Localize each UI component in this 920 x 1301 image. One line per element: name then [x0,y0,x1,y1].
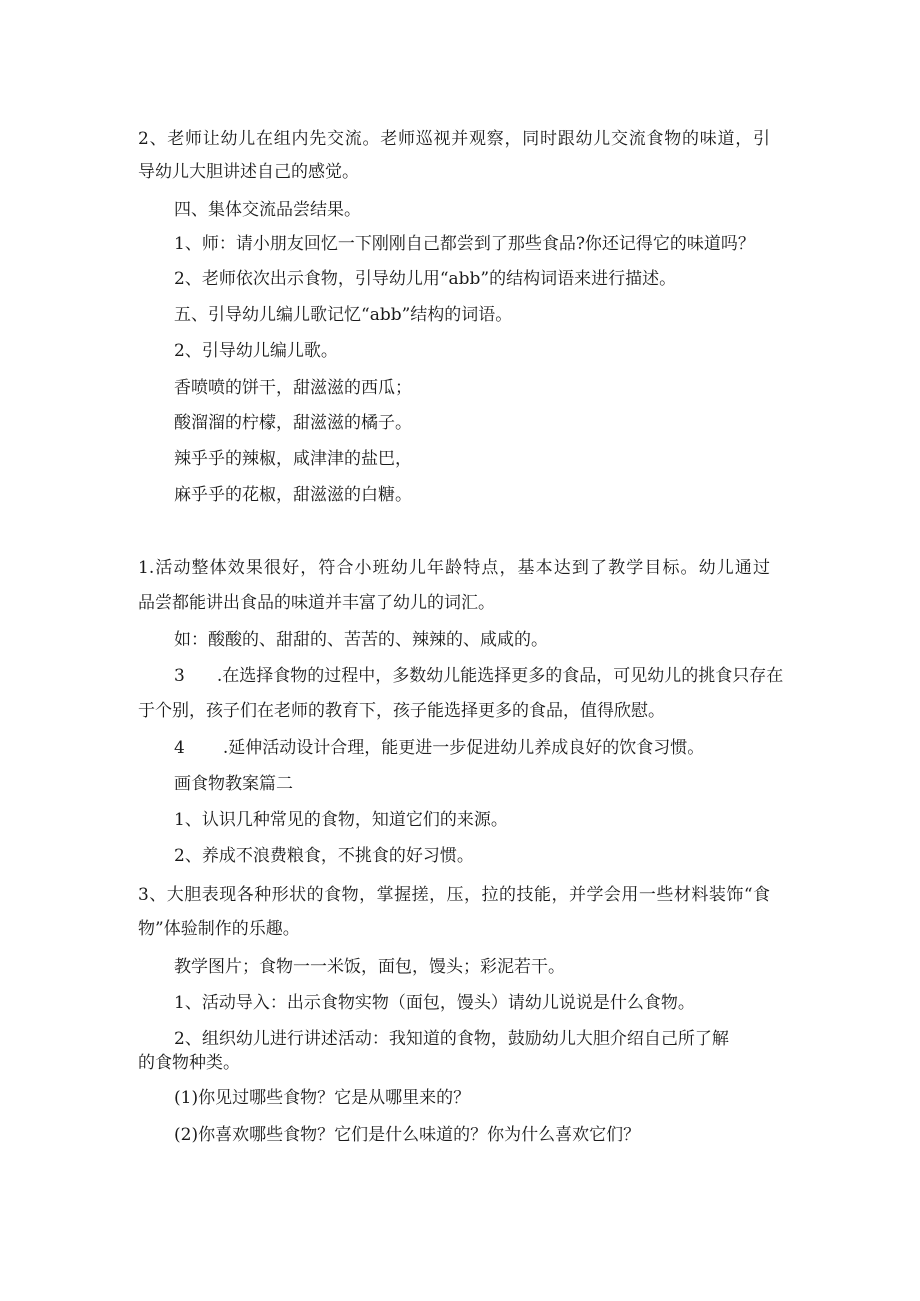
paragraph-line: 于个别，孩子们在老师的教育下，孩子能选择更多的食品，值得欣慰。 [138,701,665,721]
paragraph: 如：酸酸的、甜甜的、苦苦的、辣辣的、咸咸的。 [174,630,548,650]
paragraph-line: 1.活动整体效果很好，符合小班幼儿年龄特点，基本达到了教学目标。幼儿通过 [138,558,770,578]
paragraph: 1、师：请小朋友回忆一下刚刚自己都尝到了那些食品?你还记得它的味道吗？ [174,234,755,254]
paragraph-line: 2、老师让幼儿在组内先交流。老师巡视并观察，同时跟幼儿交流食物的味道，引 [138,129,770,149]
section-title: 画食物教案篇二 [174,774,293,794]
question: (2)你喜欢哪些食物？它们是什么味道的？你为什么喜欢它们？ [174,1125,641,1145]
paragraph-line [174,665,783,687]
list-number: 4 [174,738,185,758]
section-heading: 四、集体交流品尝结果。 [174,200,361,220]
paragraph: 2、引导幼儿编儿歌。 [174,341,338,361]
paragraph: 1、活动导入：出示食物实物（面包，馒头）请幼儿说说是什么食物。 [174,993,695,1013]
paragraph: 2、老师依次出示食物，引导幼儿用“abb”的结构词语来进行描述。 [174,269,677,289]
paragraph-text: .在选择食物的过程中，多数幼儿能选择更多的食品，可见幼儿的挑食只存在 [216,666,784,686]
paragraph-line: 2、组织幼儿进行讲述活动：我知道的食物，鼓励幼儿大胆介绍自己所了解 [174,1029,729,1049]
song-line: 麻乎乎的花椒，甜滋滋的白糖。 [174,485,412,505]
paragraph: 2、养成不浪费粮食，不挑食的好习惯。 [174,846,474,866]
question: (1)你见过哪些食物？它是从哪里来的？ [174,1088,471,1108]
song-line: 香喷喷的饼干，甜滋滋的西瓜； [174,378,412,398]
list-number: 3 [174,666,185,686]
paragraph-line: 的食物种类。 [138,1053,240,1073]
song-line: 酸溜溜的柠檬，甜滋滋的橘子。 [174,413,412,433]
paragraph-line: 3、大胆表现各种形状的食物，掌握搓，压，拉的技能，并学会用一些材料装饰“食 [138,885,770,905]
paragraph: 教学图片；食物一一米饭，面包，馒头；彩泥若干。 [174,957,565,977]
paragraph-line [174,737,704,759]
section-heading: 五、引导幼儿编儿歌记忆“abb”结构的词语。 [174,305,513,325]
paragraph-line: 品尝都能讲出食品的味道并丰富了幼儿的词汇。 [138,593,495,613]
paragraph-line: 导幼儿大胆讲述自己的感觉。 [138,162,359,182]
paragraph-text: .延伸活动设计合理，能更进一步促进幼儿养成良好的饮食习惯。 [222,738,705,758]
paragraph-line: 物”体验制作的乐趣。 [138,919,300,939]
paragraph: 1、认识几种常见的食物，知道它们的来源。 [174,810,508,830]
song-line: 辣乎乎的辣椒，咸津津的盐巴， [174,449,412,469]
